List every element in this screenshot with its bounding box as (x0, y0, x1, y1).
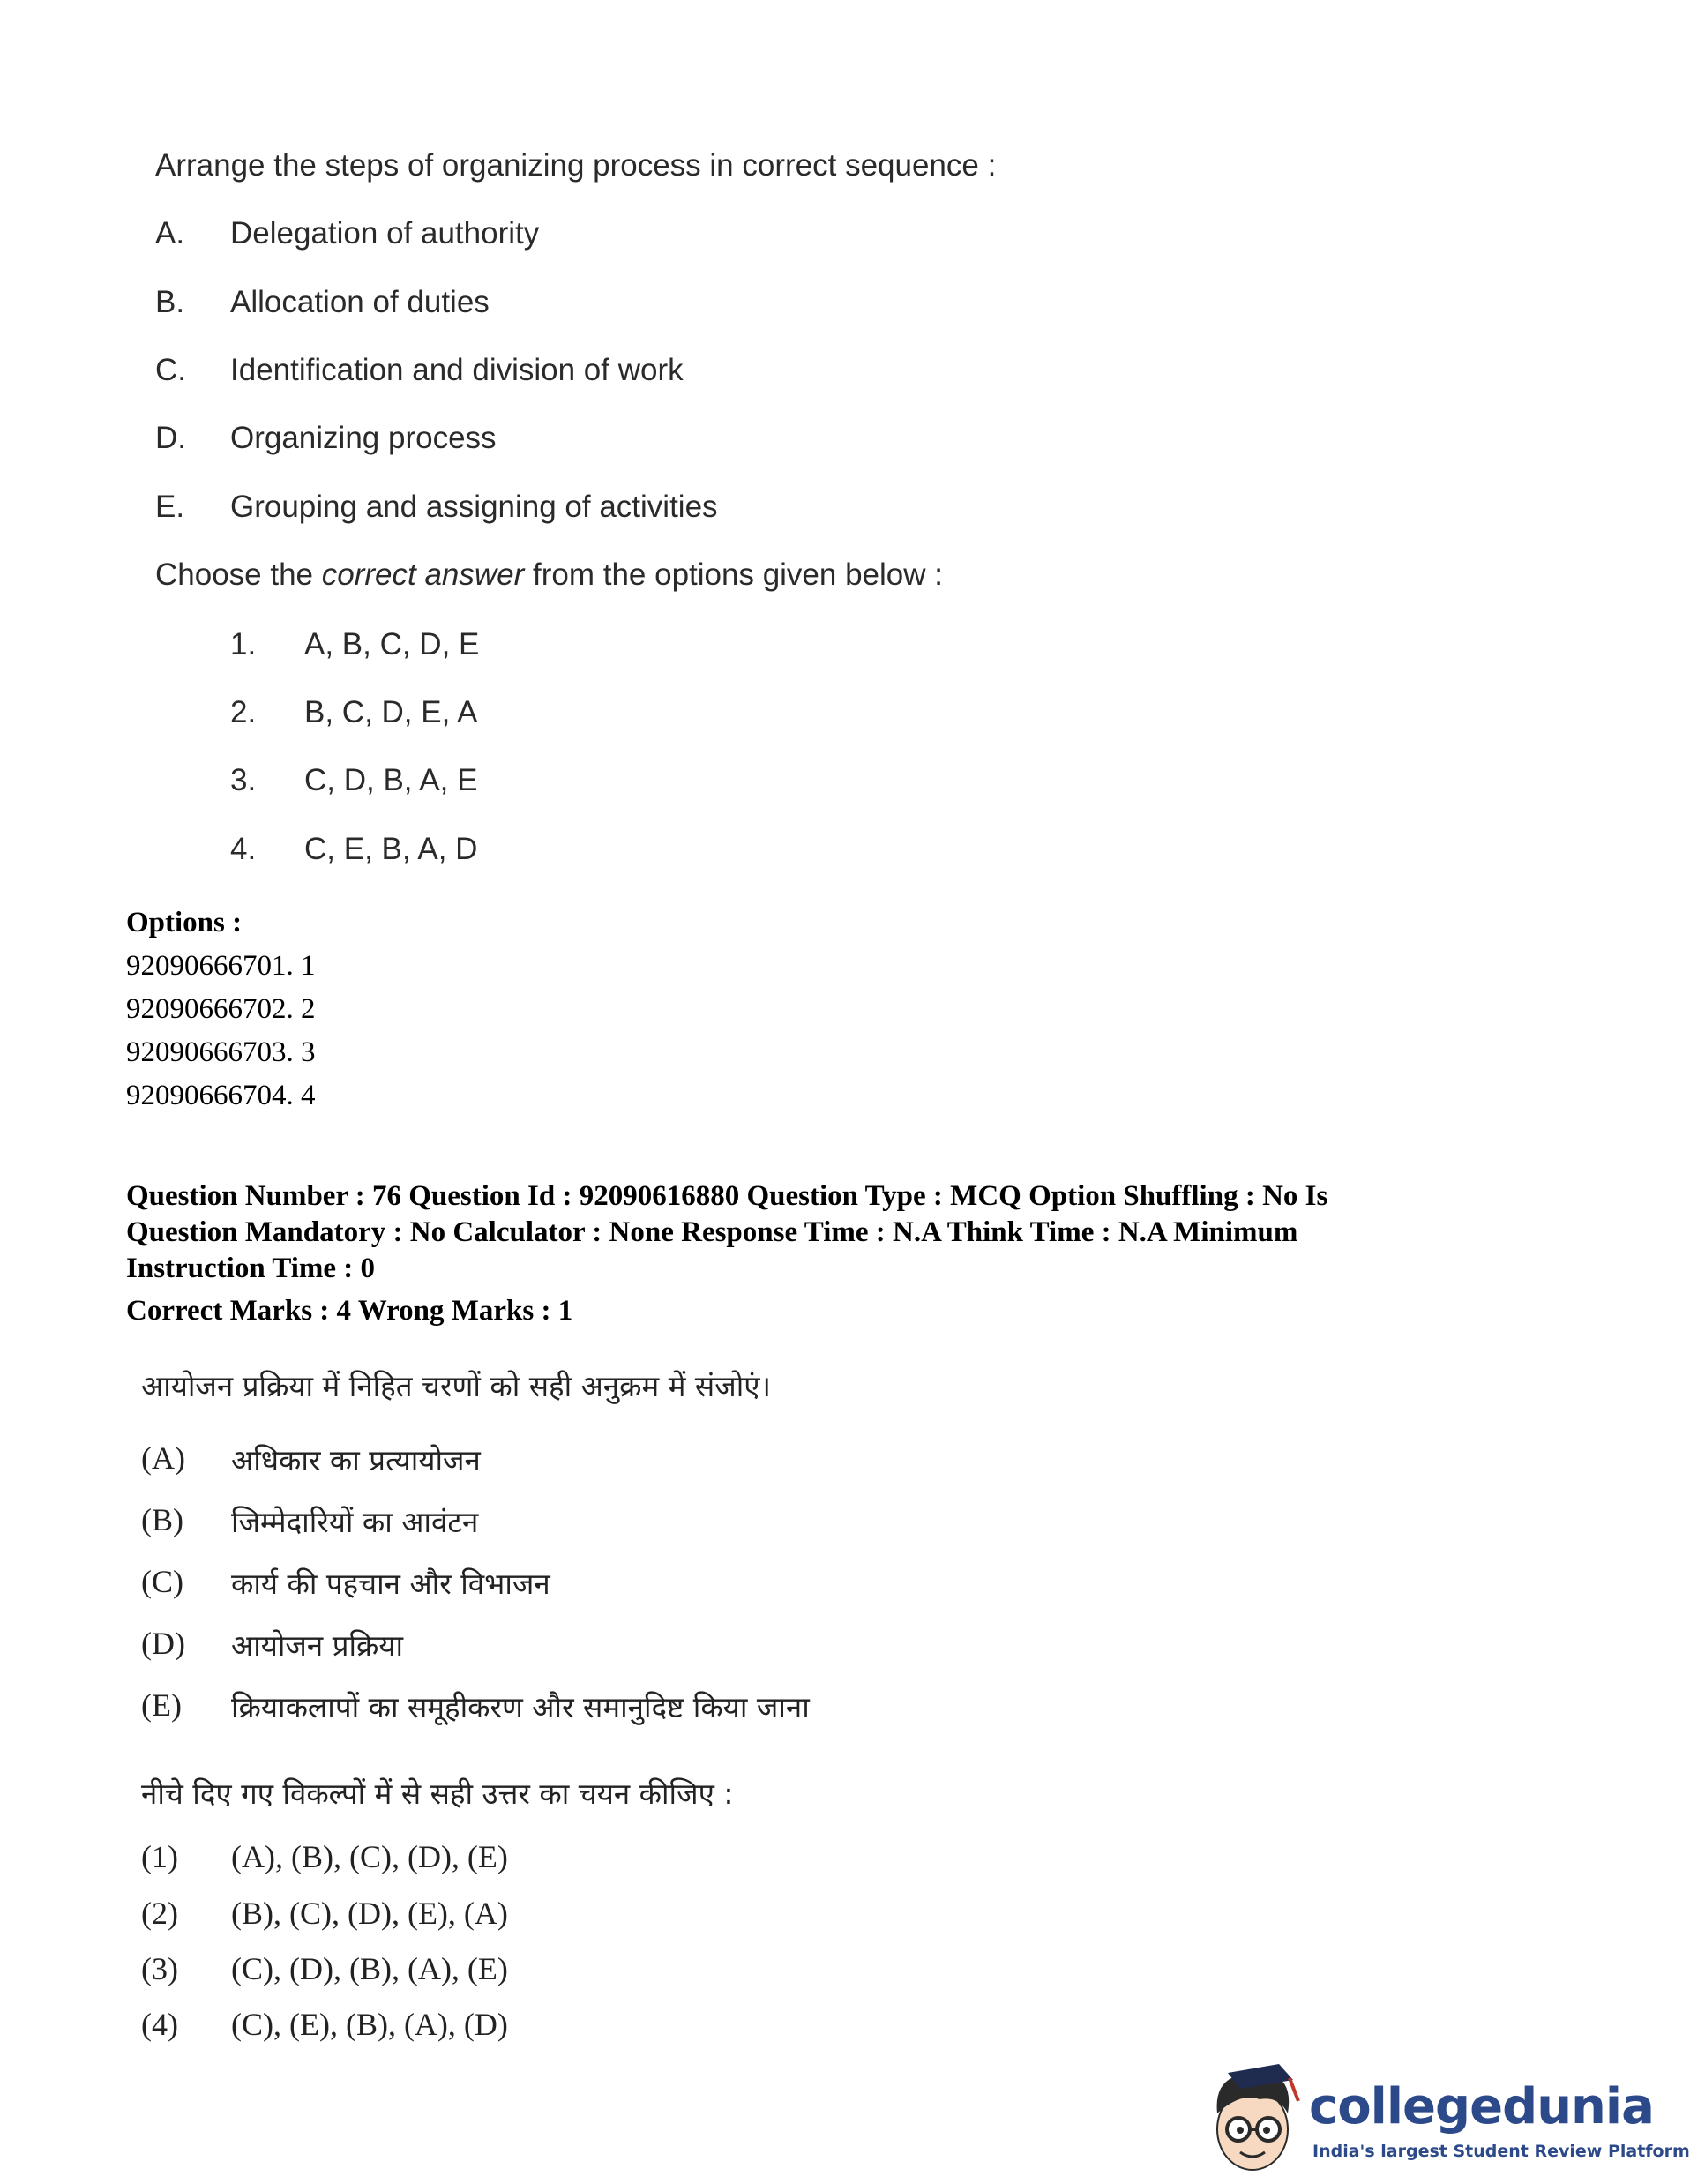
hindi-item-letter-b: (B) (141, 1502, 183, 1537)
hindi-answer-text-1: (A), (B), (C), (D), (E) (231, 1839, 508, 1874)
item-letter-a: A. (155, 216, 185, 251)
question-meta-line-3: Instruction Time : 0 (126, 1253, 376, 1284)
answer-text-1: A, B, C, D, E (304, 627, 480, 662)
answer-number-4: 4. (230, 832, 257, 866)
question-meta-line-1: Question Number : 76 Question Id : 92090616880 Question Type : MCQ Option Shuffling : No Is (126, 1180, 1328, 1212)
answer-number-2: 2. (230, 695, 257, 729)
logo-tagline: India's largest Student Review Platform (1312, 2142, 1690, 2161)
item-text-b: Allocation of duties (230, 285, 490, 319)
item-letter-b: B. (155, 285, 185, 319)
answer-text-2: B, C, D, E, A (304, 695, 478, 729)
mascot-face-icon (1201, 2061, 1307, 2175)
hindi-answer-text-2: (B), (C), (D), (E), (A) (231, 1896, 508, 1931)
options-label: Options : (126, 907, 243, 939)
question-title-hindi: आयोजन प्रक्रिया में निहित चरणों को सही अनुक्रम में संजोएं। (141, 1369, 772, 1403)
answer-number-1: 1. (230, 627, 257, 662)
hindi-item-text-d: आयोजन प्रक्रिया (231, 1628, 404, 1663)
item-text-a: Delegation of authority (230, 216, 540, 251)
hindi-item-text-b: जिम्मेदारियों का आवंटन (231, 1505, 479, 1539)
item-letter-e: E. (155, 490, 185, 524)
item-letter-c: C. (155, 353, 186, 387)
hindi-item-letter-e: (E) (141, 1687, 182, 1723)
hindi-item-text-a: अधिकार का प्रत्यायोजन (231, 1443, 481, 1477)
answer-text-3: C, D, B, A, E (304, 763, 478, 797)
question-title-english: Arrange the steps of organizing process in correct sequence : (155, 148, 997, 183)
question-meta-line-2: Question Mandatory : No Calculator : None Response Time : N.A Think Time : N.A Minimum (126, 1216, 1298, 1248)
item-text-e: Grouping and assigning of activities (230, 490, 718, 524)
hindi-answer-number-4: (4) (141, 2007, 178, 2042)
option-id-2: 92090666702. 2 (126, 993, 316, 1025)
logo-wordmark: collegedunia (1309, 2078, 1654, 2135)
item-letter-d: D. (155, 421, 186, 455)
hindi-answer-number-2: (2) (141, 1896, 178, 1931)
hindi-item-letter-c: (C) (141, 1564, 183, 1599)
option-id-4: 92090666704. 4 (126, 1080, 316, 1111)
hindi-item-letter-d: (D) (141, 1626, 185, 1661)
item-text-d: Organizing process (230, 421, 497, 455)
answer-number-3: 3. (230, 763, 257, 797)
choose-instruction-hindi: नीचे दिए गए विकल्पों में से सही उत्तर का चयन कीजिए : (141, 1776, 734, 1811)
choose-instruction-english: Choose the correct answer from the options given below : (155, 557, 943, 592)
collegedunia-logo (1201, 2061, 1690, 2175)
hindi-answer-text-3: (C), (D), (B), (A), (E) (231, 1951, 508, 1986)
item-text-c: Identification and division of work (230, 353, 684, 387)
hindi-item-text-c: कार्य की पहचान और विभाजन (231, 1567, 550, 1601)
option-id-1: 92090666701. 1 (126, 950, 316, 982)
option-id-3: 92090666703. 3 (126, 1036, 316, 1068)
hindi-item-text-e: क्रियाकलापों का समूहीकरण और समानुदिष्ट किया जाना (231, 1690, 810, 1724)
answer-text-4: C, E, B, A, D (304, 832, 478, 866)
hindi-answer-text-4: (C), (E), (B), (A), (D) (231, 2007, 508, 2042)
hindi-answer-number-1: (1) (141, 1839, 178, 1874)
question-marks: Correct Marks : 4 Wrong Marks : 1 (126, 1295, 573, 1327)
hindi-item-letter-a: (A) (141, 1440, 185, 1476)
hindi-answer-number-3: (3) (141, 1951, 178, 1986)
